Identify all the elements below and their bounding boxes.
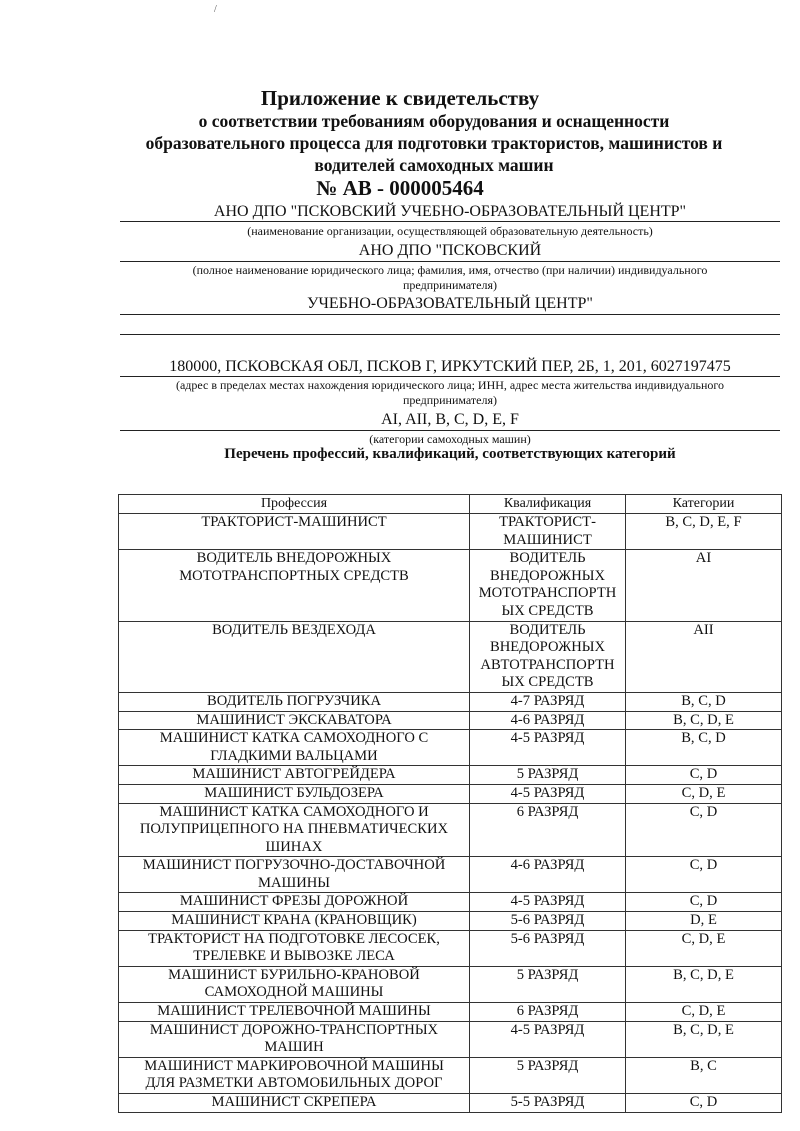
profession-cell-line: ВОДИТЕЛЬ ПОГРУЗЧИКА	[206, 692, 382, 709]
legal-name-caption-line-1: (полное наименование юридического лица; фамилия, имя, отчество (при наличии) индивидуального	[192, 263, 708, 277]
qualification-cell	[470, 1094, 626, 1113]
table-row	[119, 550, 782, 621]
table-row	[119, 766, 782, 785]
qualification-cell	[470, 766, 626, 785]
profession-cell	[119, 966, 470, 1002]
qualification-cell	[470, 692, 626, 711]
pen-mark: /	[214, 4, 217, 15]
qualification-cell	[470, 711, 626, 730]
profession-cell-line: ВОДИТЕЛЬ ВНЕДОРОЖНЫХ	[196, 550, 392, 567]
qualification-cell	[470, 1057, 626, 1093]
qualification-cell-line: 6 РАЗРЯД	[516, 1003, 579, 1020]
address-value: 180000, ПСКОВСКАЯ ОБЛ, ПСКОВ Г, ИРКУТСКИЙ ПЕР, 2Б, 1, 201, 6027197475	[169, 358, 731, 375]
categories-cell: C, D	[626, 803, 782, 857]
legal-name-value-line-1: АНО ДПО "ПСКОВСКИЙ	[358, 242, 542, 259]
qualification-cell-line: ВОДИТЕЛЬ	[509, 621, 586, 638]
legal-name-underline-1	[120, 261, 780, 262]
document-subtitle-line-1: о соответствии требованиям оборудования и оснащенности	[198, 111, 670, 131]
qualification-cell	[470, 514, 626, 550]
profession-cell	[119, 1057, 470, 1093]
qualification-cell-line: ВОДИТЕЛЬ	[509, 550, 586, 567]
categories-cell: AI	[626, 550, 782, 621]
profession-cell-line: МАШИНИСТ КАТКА САМОХОДНОГО С	[159, 730, 429, 747]
qualification-cell	[470, 912, 626, 931]
profession-cell	[119, 912, 470, 931]
table-row	[119, 857, 782, 893]
profession-cell	[119, 784, 470, 803]
profession-cell	[119, 766, 470, 785]
profession-cell-line: ТРАКТОРИСТ-МАШИНИСТ	[201, 514, 387, 530]
profession-cell-line: МАШИНИСТ МАРКИРОВОЧНОЙ МАШИНЫ	[144, 1057, 444, 1074]
qualification-cell-line: 4-5 РАЗРЯД	[510, 1021, 585, 1038]
categories-cell: C, D, E	[626, 784, 782, 803]
profession-cell	[119, 1003, 470, 1022]
categories-underline	[120, 430, 780, 431]
profession-cell	[119, 1021, 470, 1057]
categories-cell: B, C, D	[626, 730, 782, 766]
table-row	[119, 966, 782, 1002]
legal-name-value-line-2: УЧЕБНО-ОБРАЗОВАТЕЛЬНЫЙ ЦЕНТР"	[307, 295, 593, 312]
table-row	[119, 514, 782, 550]
profession-cell	[119, 857, 470, 893]
legal-name-caption-line-2: предпринимателя)	[403, 278, 497, 292]
profession-cell	[119, 550, 470, 621]
categories-cell: C, D	[626, 857, 782, 893]
table-row	[119, 1021, 782, 1057]
profession-cell	[119, 692, 470, 711]
profession-cell-line: МАШИНЫ	[257, 874, 331, 891]
categories-value: AI, AII, B, C, D, E, F	[381, 411, 519, 428]
table-header-row	[119, 495, 782, 514]
profession-cell-line: ТРАКТОРИСТ НА ПОДГОТОВКЕ ЛЕСОСЕК,	[148, 930, 440, 947]
qualification-cell	[470, 784, 626, 803]
qualification-cell-line: МАШИНИСТ	[503, 531, 592, 548]
profession-cell-line: САМОХОДНОЙ МАШИНЫ	[204, 984, 384, 1001]
org-name-caption: (наименование организации, осуществляющей образовательную деятельность)	[247, 224, 653, 238]
profession-cell-line: МАШИНИСТ БУРИЛЬНО-КРАНОВОЙ	[168, 966, 420, 983]
qualification-cell-line: 5 РАЗРЯД	[516, 1057, 579, 1074]
categories-caption: (категории самоходных машин)	[369, 432, 531, 446]
qualification-cell-line: 4-5 РАЗРЯД	[510, 730, 585, 747]
table-row	[119, 930, 782, 966]
qualification-cell-line: 4-5 РАЗРЯД	[510, 893, 585, 910]
categories-cell: AII	[626, 621, 782, 692]
address-caption-line-2: предпринимателя)	[403, 393, 497, 407]
categories-cell: B, C, D	[626, 692, 782, 711]
categories-cell: C, D, E	[626, 930, 782, 966]
profession-cell	[119, 930, 470, 966]
profession-cell	[119, 621, 470, 692]
qualification-cell-line: ТРАКТОРИСТ-	[499, 514, 596, 530]
address-underline	[120, 376, 780, 377]
profession-cell	[119, 893, 470, 912]
table-row	[119, 621, 782, 692]
categories-cell: C, D	[626, 766, 782, 785]
qualification-cell-line: 5-6 РАЗРЯД	[510, 912, 585, 929]
profession-cell-line: ШИНАХ	[265, 838, 323, 855]
qualification-cell-line: 4-6 РАЗРЯД	[510, 711, 585, 728]
qualification-cell	[470, 621, 626, 692]
qualification-cell-line: 6 РАЗРЯД	[516, 803, 579, 820]
org-name-underline	[120, 221, 780, 222]
qualification-cell-line: ЫХ СРЕДСТВ	[501, 674, 594, 691]
profession-cell-line: МАШИНИСТ КРАНА (КРАНОВЩИК)	[171, 912, 417, 929]
table-row	[119, 1094, 782, 1113]
categories-cell: C, D, E	[626, 1003, 782, 1022]
header-categories: Категории	[626, 495, 782, 514]
table-row	[119, 730, 782, 766]
document-subtitle-line-2: образовательного процесса для подготовки трактористов, машинистов и	[145, 133, 723, 153]
qualification-cell-line: ВНЕДОРОЖНЫХ	[489, 567, 606, 584]
profession-cell-line: МАШИНИСТ АВТОГРЕЙДЕРА	[192, 766, 396, 783]
qualification-cell-line: 5-6 РАЗРЯД	[510, 930, 585, 947]
categories-cell: C, D	[626, 1094, 782, 1113]
profession-cell-line: ТРЕЛЕВКЕ И ВЫВОЗКЕ ЛЕСА	[193, 948, 395, 965]
qualification-cell	[470, 930, 626, 966]
profession-cell-line: МАШИНИСТ ТРЕЛЕВОЧНОЙ МАШИНЫ	[157, 1003, 431, 1020]
qualification-cell-line: 4-6 РАЗРЯД	[510, 857, 585, 874]
qualification-cell	[470, 1021, 626, 1057]
profession-cell-line: ГЛАДКИМИ ВАЛЬЦАМИ	[210, 747, 378, 764]
categories-cell: B, C	[626, 1057, 782, 1093]
table-row	[119, 803, 782, 857]
table-row	[119, 692, 782, 711]
list-title: Перечень профессий, квалификаций, соответствующих категорий	[224, 446, 676, 462]
profession-cell-line: ДЛЯ РАЗМЕТКИ АВТОМОБИЛЬНЫХ ДОРОГ	[145, 1075, 443, 1092]
categories-cell: B, C, D, E	[626, 966, 782, 1002]
qualification-cell-line: ЫХ СРЕДСТВ	[501, 602, 594, 619]
profession-cell	[119, 730, 470, 766]
profession-cell	[119, 514, 470, 550]
legal-name-underline-2	[120, 314, 780, 315]
profession-cell-line: МАШИНИСТ ПОГРУЗОЧНО-ДОСТАВОЧНОЙ	[142, 857, 446, 874]
qualification-cell	[470, 893, 626, 912]
profession-cell	[119, 803, 470, 857]
profession-cell-line: МАШИНИСТ ФРЕЗЫ ДОРОЖНОЙ	[179, 893, 409, 910]
qualification-cell-line: 4-5 РАЗРЯД	[510, 784, 585, 801]
header-profession: Профессия	[119, 495, 470, 514]
profession-cell-line: МАШИНИСТ КАТКА САМОХОДНОГО И	[159, 803, 429, 820]
categories-cell: D, E	[626, 912, 782, 931]
qualification-cell-line: ВНЕДОРОЖНЫХ	[489, 639, 606, 656]
table-row	[119, 912, 782, 931]
qualification-cell	[470, 1003, 626, 1022]
profession-cell-line: МАШИН	[264, 1039, 324, 1056]
profession-cell-line: МАШИНИСТ СКРЕПЕРА	[211, 1094, 377, 1110]
categories-cell: B, C, D, E	[626, 1021, 782, 1057]
qualification-cell-line: 5-5 РАЗРЯД	[510, 1094, 585, 1110]
profession-cell	[119, 1094, 470, 1113]
categories-cell: B, C, D, E, F	[626, 514, 782, 550]
profession-cell-line: МАШИНИСТ ЭКСКАВАТОРА	[196, 711, 392, 728]
address-caption-line-1: (адрес в пределах местах нахождения юридического лица; ИНН, адрес места жительства индивидуального	[175, 378, 725, 392]
profession-cell-line: МАШИНИСТ БУЛЬДОЗЕРА	[204, 784, 384, 801]
categories-cell: B, C, D, E	[626, 711, 782, 730]
qualification-cell-line: 5 РАЗРЯД	[516, 766, 579, 783]
qualification-cell	[470, 550, 626, 621]
org-name-value: АНО ДПО "ПСКОВСКИЙ УЧЕБНО-ОБРАЗОВАТЕЛЬНЫЙ ЦЕНТР"	[213, 203, 687, 220]
qualification-cell-line: АВТОТРАНСПОРТН	[480, 656, 615, 673]
qualification-cell-line: 4-7 РАЗРЯД	[510, 692, 585, 709]
certificate-number: № АВ - 000005464	[316, 176, 484, 200]
qualification-cell	[470, 857, 626, 893]
profession-cell-line: МОТОТРАНСПОРТНЫХ СРЕДСТВ	[179, 567, 409, 584]
qualification-cell	[470, 966, 626, 1002]
qualification-cell	[470, 803, 626, 857]
header-qualification: Квалификация	[470, 495, 626, 514]
table-row	[119, 1003, 782, 1022]
profession-cell-line: ПОЛУПРИЦЕПНОГО НА ПНЕВМАТИЧЕСКИХ	[139, 821, 449, 838]
qualification-cell-line: 5 РАЗРЯД	[516, 966, 579, 983]
document-title: Приложение к свидетельству	[260, 86, 540, 110]
table-row	[119, 1057, 782, 1093]
professions-table	[118, 494, 782, 1113]
profession-cell-line: МАШИНИСТ ДОРОЖНО-ТРАНСПОРТНЫХ	[149, 1021, 439, 1038]
profession-cell	[119, 711, 470, 730]
blank-underline	[120, 334, 780, 335]
table-row	[119, 711, 782, 730]
table-row	[119, 784, 782, 803]
document-subtitle-line-3: водителей самоходных машин	[314, 155, 554, 175]
categories-cell: C, D	[626, 893, 782, 912]
profession-cell-line: ВОДИТЕЛЬ ВЕЗДЕХОДА	[212, 621, 376, 638]
qualification-cell	[470, 730, 626, 766]
qualification-cell-line: МОТОТРАНСПОРТН	[478, 585, 617, 602]
table-row	[119, 893, 782, 912]
